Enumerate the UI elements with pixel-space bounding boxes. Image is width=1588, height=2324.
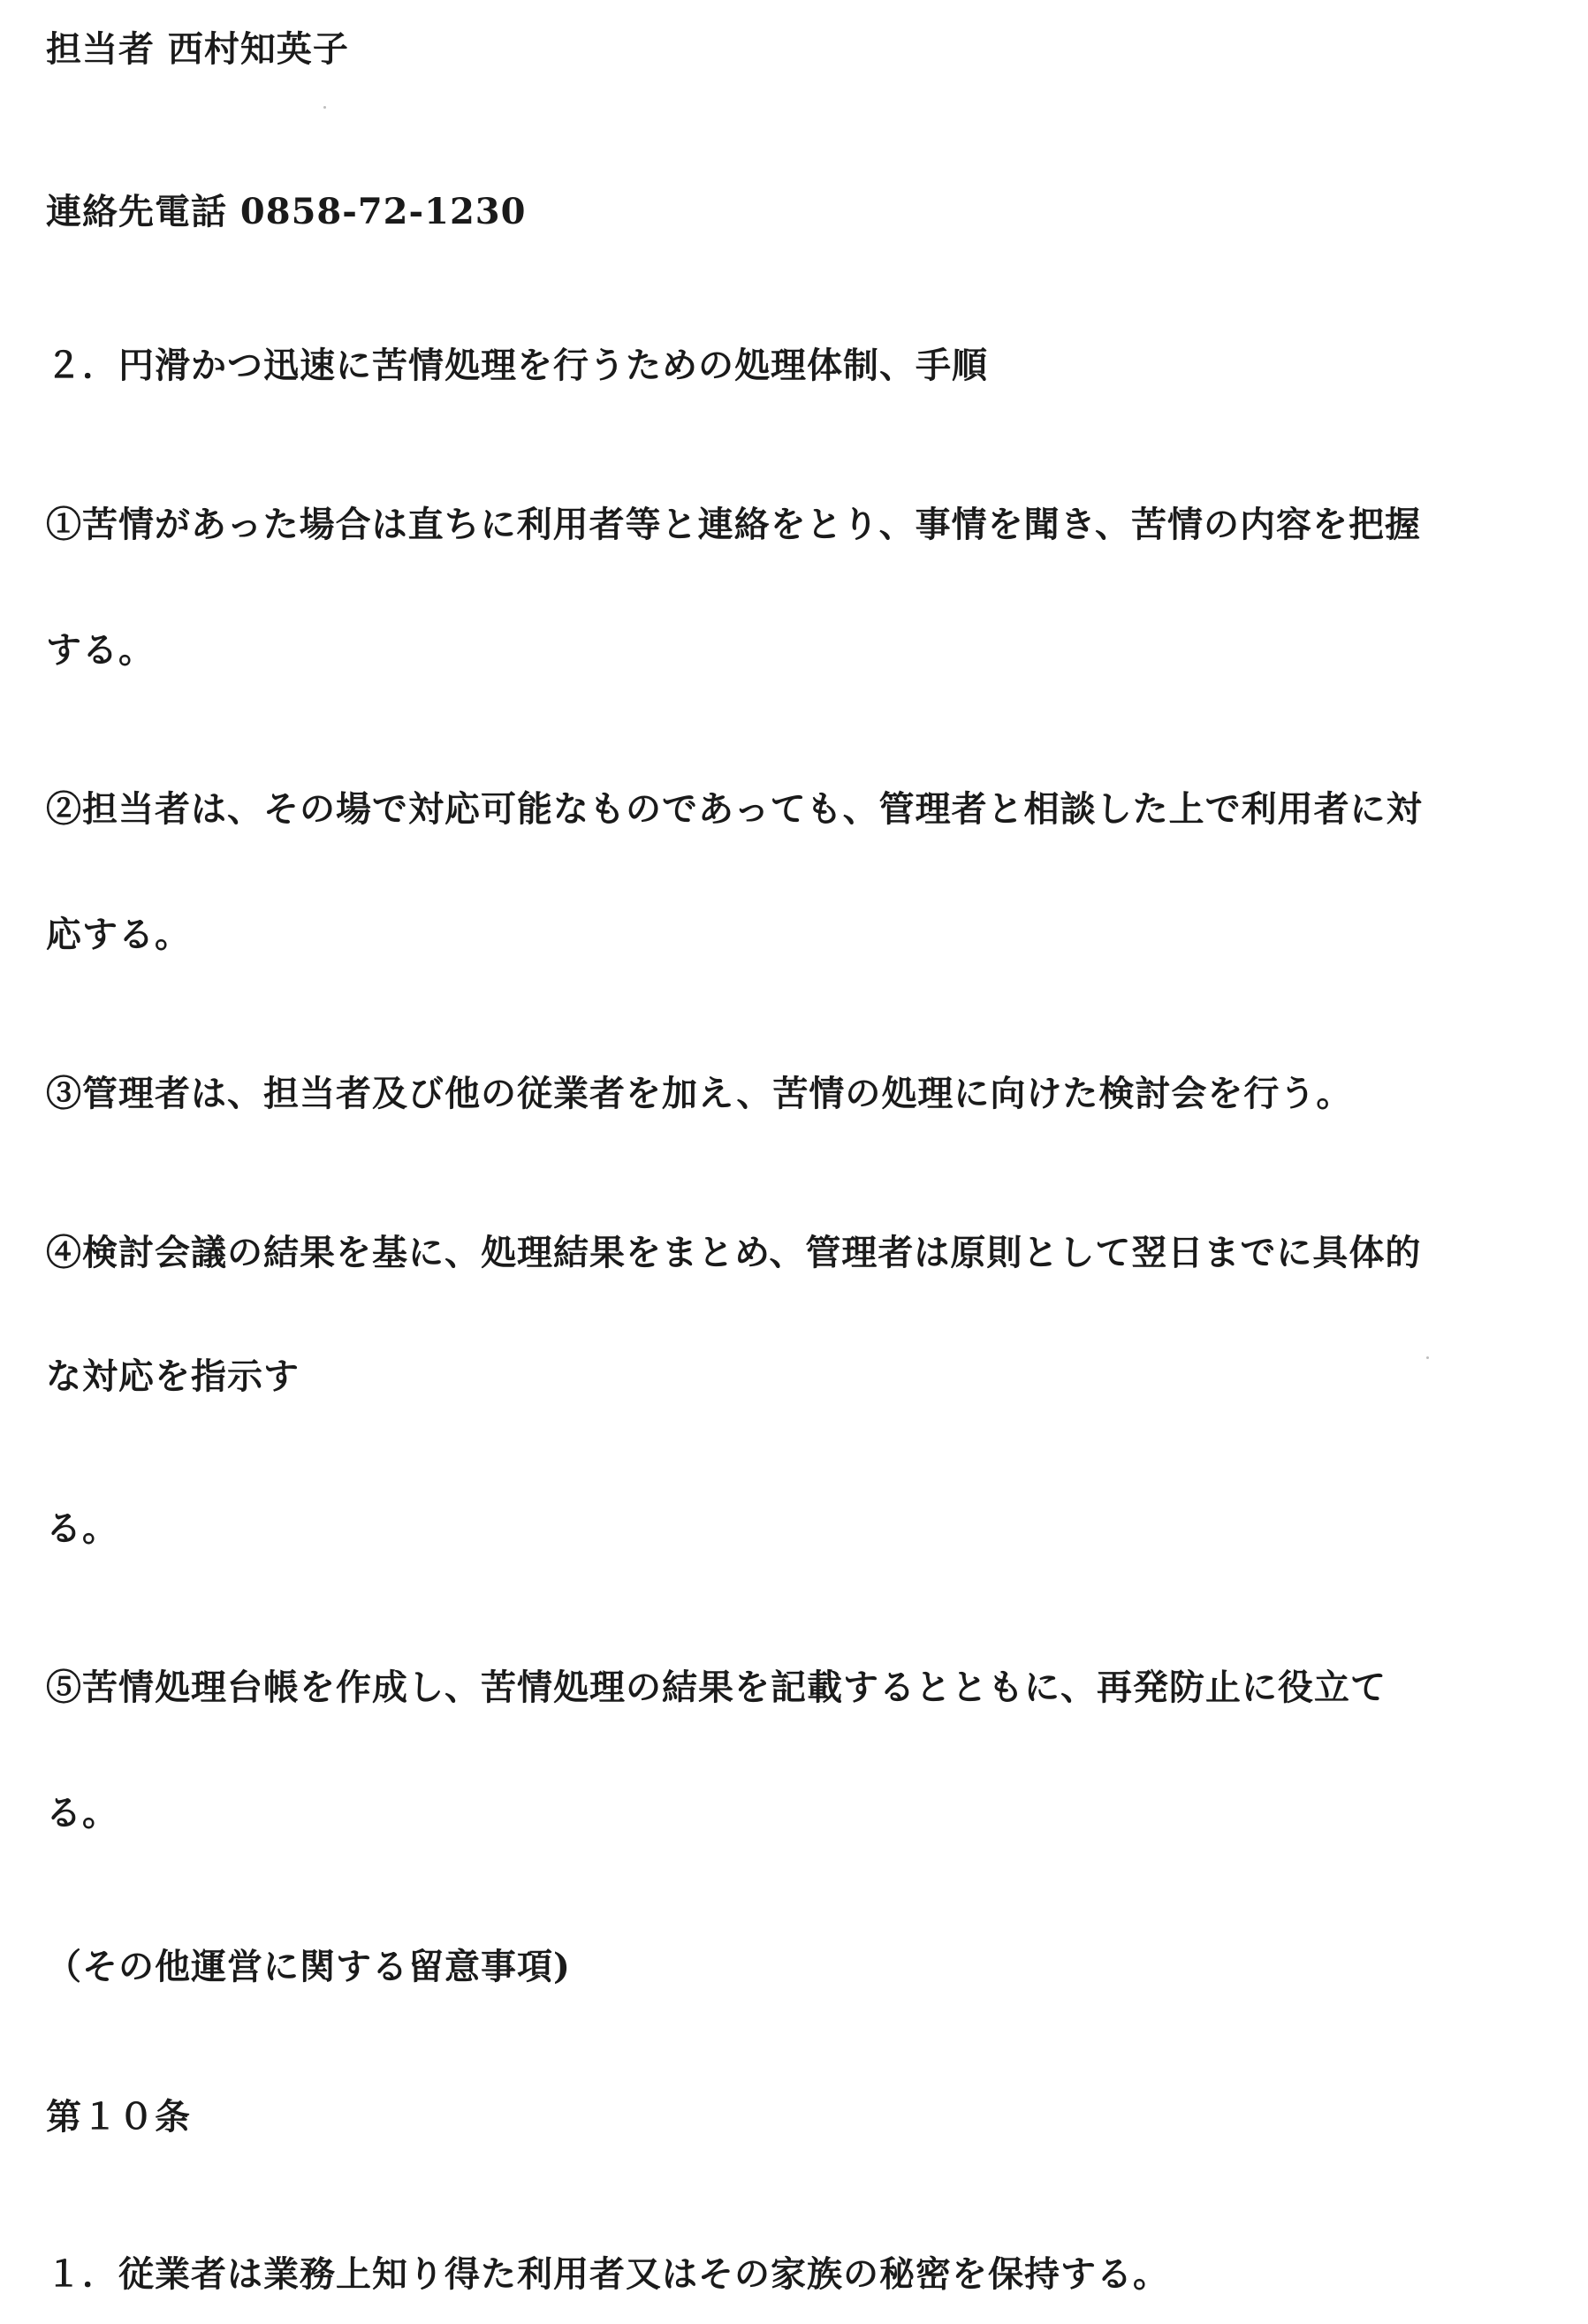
article-10-heading: 第１０条 — [46, 2096, 191, 2138]
step-3-line-1: ③管理者は、担当者及び他の従業者を加え、苦情の処理に向けた検討会を行う。 — [46, 1073, 1353, 1114]
step-1-line-2: する。 — [46, 629, 155, 671]
step-4-line-1: ④検討会議の結果を基に、処理結果をまとめ、管理者は原則として翌日までに具体的 — [46, 1232, 1422, 1273]
contact-phone: 連絡先電話 0858-72-1230 — [46, 191, 527, 232]
step-2-line-1: ②担当者は、その場で対応可能なものであっても、管理者と相談した上で利用者に対 — [46, 788, 1423, 830]
article-10-item-1: １．従業者は業務上知り得た利用者又はその家族の秘密を保持する。 — [46, 2253, 1169, 2295]
step-2-line-2: 応する。 — [46, 914, 191, 955]
step-5-line-1: ⑤苦情処理台帳を作成し、苦情処理の結果を記載するとともに、再発防止に役立て — [46, 1667, 1387, 1708]
other-matters-heading: （その他運営に関する留意事項) — [46, 1946, 571, 1987]
contact-person: 担当者 西村知英子 — [46, 28, 349, 70]
step-4-line-3: る。 — [46, 1508, 118, 1549]
step-4-line-2: な対応を指示す — [46, 1356, 300, 1397]
scan-speck — [1426, 1356, 1429, 1359]
section-2-heading: ２．円滑かつ迅速に苦情処理を行うための処理体制、手順 — [46, 345, 988, 386]
step-5-line-2: る。 — [46, 1792, 118, 1834]
scan-speck — [323, 106, 326, 109]
step-1-line-1: ①苦情があった場合は直ちに利用者等と連絡をとり、事情を聞き、苦情の内容を把握 — [46, 504, 1421, 545]
